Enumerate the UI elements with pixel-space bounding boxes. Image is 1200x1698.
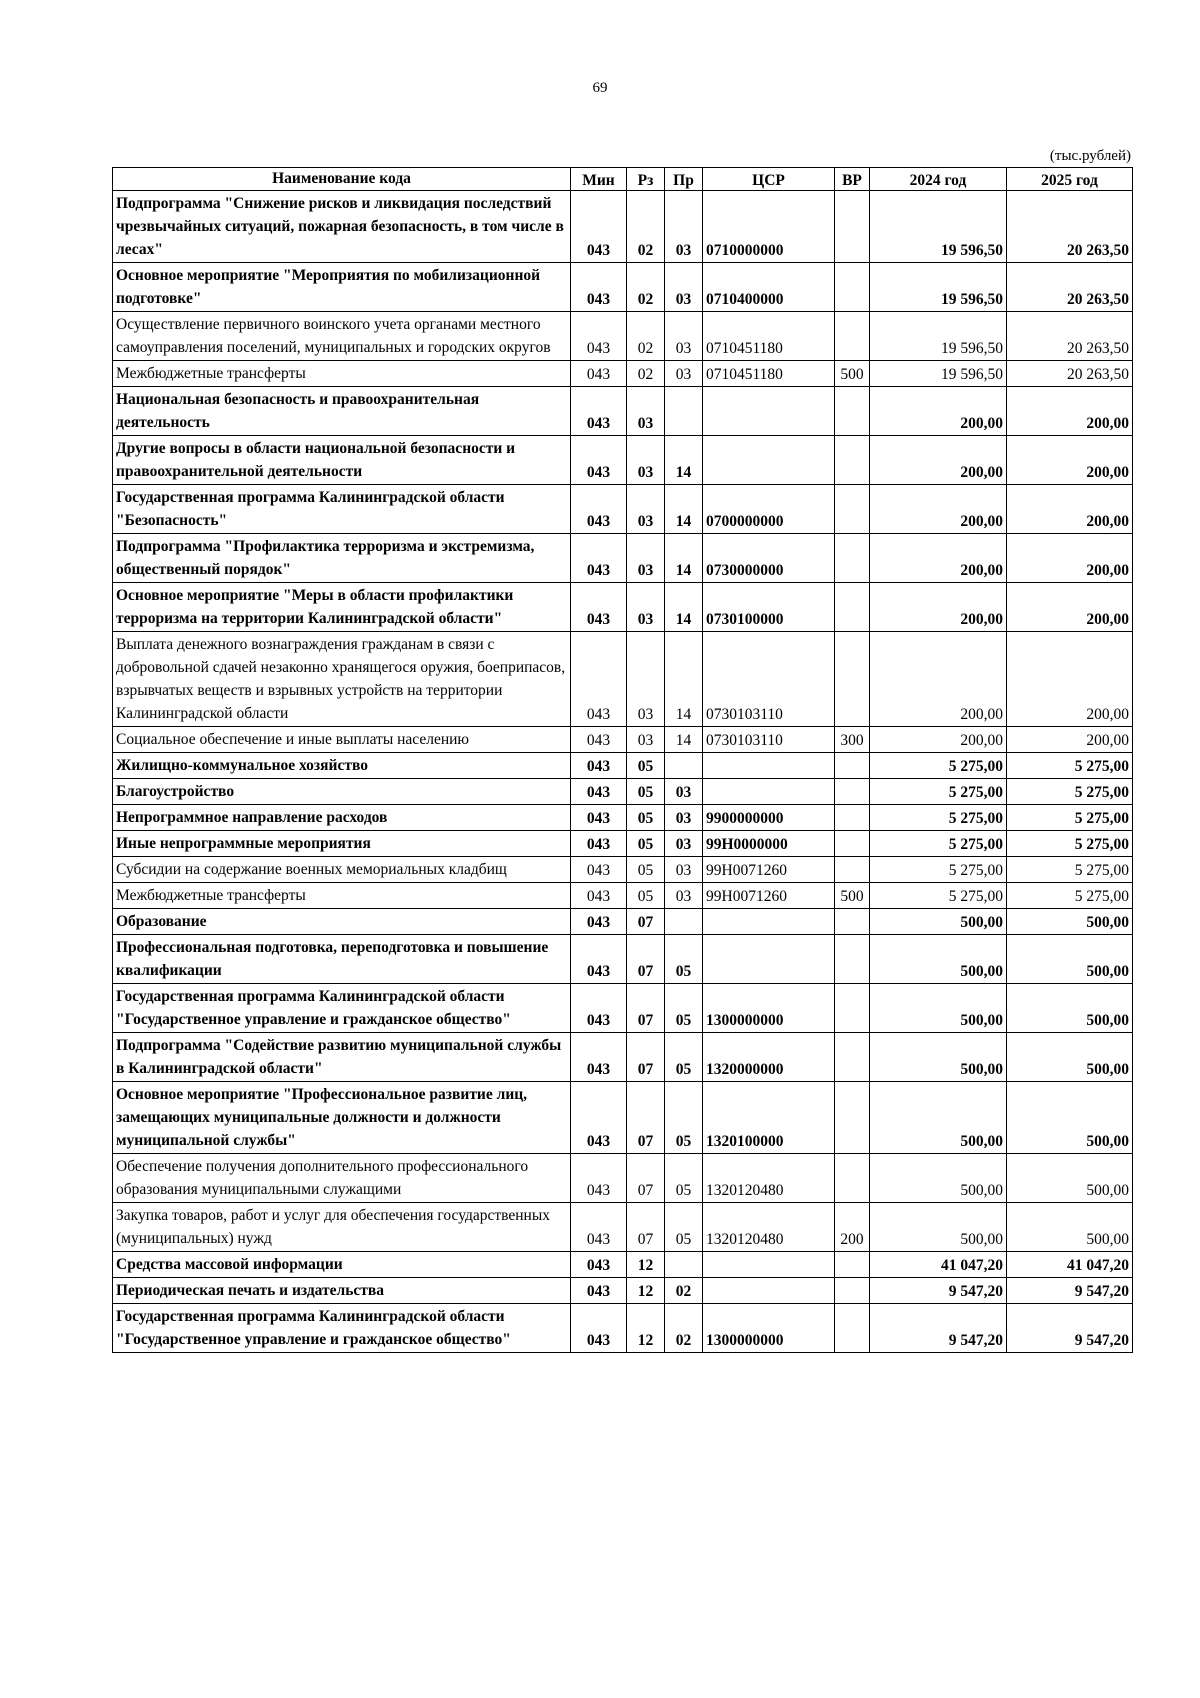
cell-pr: 03 — [665, 263, 703, 312]
cell-csr: 99Н0000000 — [703, 831, 835, 857]
cell-rz: 03 — [627, 727, 665, 753]
cell-rz: 05 — [627, 753, 665, 779]
cell-pr — [665, 753, 703, 779]
cell-2024: 5 275,00 — [870, 831, 1007, 857]
cell-vr — [835, 831, 870, 857]
table-row — [113, 984, 1133, 1033]
table-row — [113, 1203, 1133, 1252]
table-row — [113, 1033, 1133, 1082]
cell-min: 043 — [571, 1082, 627, 1154]
cell-vr — [835, 984, 870, 1033]
table-row — [113, 1082, 1133, 1154]
cell-2024: 200,00 — [870, 387, 1007, 436]
table-row — [113, 831, 1133, 857]
cell-name: Государственная программа Калининградской области "Государственное управление и гражданское общество" — [113, 984, 571, 1033]
cell-min: 043 — [571, 1304, 627, 1353]
cell-rz: 05 — [627, 857, 665, 883]
cell-2025: 500,00 — [1007, 984, 1133, 1033]
table-row — [113, 583, 1133, 632]
cell-vr — [835, 909, 870, 935]
cell-csr: 1320120480 — [703, 1203, 835, 1252]
cell-2024: 9 547,20 — [870, 1304, 1007, 1353]
cell-2024: 500,00 — [870, 984, 1007, 1033]
table-row — [113, 387, 1133, 436]
cell-min: 043 — [571, 1278, 627, 1304]
cell-rz: 07 — [627, 909, 665, 935]
cell-csr — [703, 753, 835, 779]
cell-vr — [835, 1082, 870, 1154]
cell-vr — [835, 1252, 870, 1278]
cell-rz: 07 — [627, 1082, 665, 1154]
cell-2025: 200,00 — [1007, 436, 1133, 485]
cell-min: 043 — [571, 485, 627, 534]
cell-pr — [665, 1252, 703, 1278]
cell-min: 043 — [571, 935, 627, 984]
cell-name: Основное мероприятие "Меры в области профилактики терроризма на территории Калининградской области" — [113, 583, 571, 632]
cell-rz: 03 — [627, 387, 665, 436]
cell-pr: 05 — [665, 1203, 703, 1252]
cell-vr — [835, 263, 870, 312]
cell-2024: 500,00 — [870, 935, 1007, 984]
cell-2025: 5 275,00 — [1007, 805, 1133, 831]
cell-rz: 07 — [627, 984, 665, 1033]
cell-2024: 200,00 — [870, 436, 1007, 485]
cell-csr: 1320000000 — [703, 1033, 835, 1082]
cell-min: 043 — [571, 361, 627, 387]
cell-2024: 19 596,50 — [870, 361, 1007, 387]
cell-min: 043 — [571, 1252, 627, 1278]
cell-name: Государственная программа Калининградской области "Государственное управление и гражданское общество" — [113, 1304, 571, 1353]
cell-vr: 500 — [835, 361, 870, 387]
cell-vr — [835, 1033, 870, 1082]
cell-2025: 5 275,00 — [1007, 779, 1133, 805]
header-name: Наименование кода — [113, 168, 571, 191]
cell-vr: 200 — [835, 1203, 870, 1252]
cell-vr: 500 — [835, 883, 870, 909]
table-row — [113, 935, 1133, 984]
cell-min: 043 — [571, 1203, 627, 1252]
table-row — [113, 883, 1133, 909]
cell-csr: 1320120480 — [703, 1154, 835, 1203]
cell-2025: 5 275,00 — [1007, 883, 1133, 909]
cell-rz: 02 — [627, 191, 665, 263]
cell-name: Национальная безопасность и правоохранительная деятельность — [113, 387, 571, 436]
cell-csr: 1300000000 — [703, 984, 835, 1033]
cell-rz: 12 — [627, 1278, 665, 1304]
cell-pr: 14 — [665, 534, 703, 583]
cell-csr: 0710400000 — [703, 263, 835, 312]
cell-name: Межбюджетные трансферты — [113, 883, 571, 909]
cell-2025: 20 263,50 — [1007, 312, 1133, 361]
cell-min: 043 — [571, 191, 627, 263]
cell-2024: 5 275,00 — [870, 753, 1007, 779]
cell-vr — [835, 857, 870, 883]
cell-min: 043 — [571, 312, 627, 361]
cell-pr: 14 — [665, 632, 703, 727]
cell-csr: 0730103110 — [703, 632, 835, 727]
table-row — [113, 436, 1133, 485]
cell-pr: 14 — [665, 727, 703, 753]
cell-vr: 300 — [835, 727, 870, 753]
cell-csr: 0710451180 — [703, 312, 835, 361]
cell-csr: 0730103110 — [703, 727, 835, 753]
cell-min: 043 — [571, 984, 627, 1033]
cell-csr: 0710000000 — [703, 191, 835, 263]
cell-vr — [835, 583, 870, 632]
cell-min: 043 — [571, 831, 627, 857]
cell-2024: 500,00 — [870, 1033, 1007, 1082]
cell-csr: 0730000000 — [703, 534, 835, 583]
table-row — [113, 1154, 1133, 1203]
header-rz: Рз — [627, 168, 665, 191]
cell-min: 043 — [571, 263, 627, 312]
cell-2025: 200,00 — [1007, 583, 1133, 632]
cell-2024: 200,00 — [870, 534, 1007, 583]
cell-2025: 200,00 — [1007, 485, 1133, 534]
cell-vr — [835, 779, 870, 805]
cell-vr — [835, 753, 870, 779]
cell-rz: 03 — [627, 534, 665, 583]
cell-vr — [835, 935, 870, 984]
cell-rz: 05 — [627, 883, 665, 909]
cell-2024: 500,00 — [870, 909, 1007, 935]
cell-rz: 02 — [627, 263, 665, 312]
budget-table — [112, 167, 1133, 1353]
cell-pr: 05 — [665, 1082, 703, 1154]
cell-2025: 200,00 — [1007, 727, 1133, 753]
cell-name: Межбюджетные трансферты — [113, 361, 571, 387]
cell-pr: 03 — [665, 191, 703, 263]
header-csr: ЦСР — [703, 168, 835, 191]
cell-csr — [703, 436, 835, 485]
cell-2025: 9 547,20 — [1007, 1278, 1133, 1304]
unit-note: (тыс.рублей) — [1049, 148, 1131, 164]
cell-vr — [835, 191, 870, 263]
cell-csr: 0710451180 — [703, 361, 835, 387]
cell-pr: 14 — [665, 485, 703, 534]
cell-2024: 9 547,20 — [870, 1278, 1007, 1304]
cell-2025: 20 263,50 — [1007, 191, 1133, 263]
cell-2024: 5 275,00 — [870, 857, 1007, 883]
cell-2025: 200,00 — [1007, 534, 1133, 583]
cell-name: Иные непрограммные мероприятия — [113, 831, 571, 857]
cell-csr: 1300000000 — [703, 1304, 835, 1353]
table-row — [113, 857, 1133, 883]
cell-rz: 02 — [627, 361, 665, 387]
cell-pr: 14 — [665, 436, 703, 485]
cell-2024: 19 596,50 — [870, 312, 1007, 361]
table-row — [113, 805, 1133, 831]
cell-2025: 5 275,00 — [1007, 857, 1133, 883]
cell-2025: 500,00 — [1007, 1203, 1133, 1252]
cell-pr: 05 — [665, 984, 703, 1033]
cell-vr — [835, 1154, 870, 1203]
header-vr: ВР — [835, 168, 870, 191]
cell-min: 043 — [571, 1033, 627, 1082]
cell-name: Закупка товаров, работ и услуг для обеспечения государственных (муниципальных) нужд — [113, 1203, 571, 1252]
cell-2025: 9 547,20 — [1007, 1304, 1133, 1353]
cell-2025: 5 275,00 — [1007, 753, 1133, 779]
cell-min: 043 — [571, 1154, 627, 1203]
cell-pr: 03 — [665, 857, 703, 883]
cell-rz: 05 — [627, 831, 665, 857]
cell-csr: 0700000000 — [703, 485, 835, 534]
cell-name: Подпрограмма "Снижение рисков и ликвидация последствий чрезвычайных ситуаций, пожарная безопасность, в том числе в лесах" — [113, 191, 571, 263]
cell-2024: 500,00 — [870, 1203, 1007, 1252]
cell-csr — [703, 1278, 835, 1304]
cell-name: Средства массовой информации — [113, 1252, 571, 1278]
cell-2025: 5 275,00 — [1007, 831, 1133, 857]
cell-2025: 500,00 — [1007, 1154, 1133, 1203]
table-row — [113, 632, 1133, 727]
cell-rz: 07 — [627, 1154, 665, 1203]
cell-csr: 99Н0071260 — [703, 883, 835, 909]
cell-csr: 99Н0071260 — [703, 857, 835, 883]
cell-2025: 200,00 — [1007, 387, 1133, 436]
cell-pr: 03 — [665, 361, 703, 387]
table-row — [113, 753, 1133, 779]
cell-csr: 1320100000 — [703, 1082, 835, 1154]
cell-rz: 03 — [627, 436, 665, 485]
cell-rz: 07 — [627, 935, 665, 984]
cell-csr — [703, 909, 835, 935]
cell-rz: 03 — [627, 583, 665, 632]
cell-min: 043 — [571, 753, 627, 779]
table-row — [113, 1252, 1133, 1278]
cell-vr — [835, 436, 870, 485]
cell-pr: 02 — [665, 1304, 703, 1353]
cell-2025: 500,00 — [1007, 909, 1133, 935]
cell-rz: 07 — [627, 1203, 665, 1252]
cell-name: Жилищно-коммунальное хозяйство — [113, 753, 571, 779]
cell-csr — [703, 1252, 835, 1278]
cell-min: 043 — [571, 883, 627, 909]
table-row — [113, 191, 1133, 263]
cell-2024: 200,00 — [870, 632, 1007, 727]
cell-2025: 500,00 — [1007, 1082, 1133, 1154]
cell-pr: 03 — [665, 883, 703, 909]
cell-min: 043 — [571, 857, 627, 883]
table-row — [113, 263, 1133, 312]
cell-min: 043 — [571, 534, 627, 583]
cell-rz: 02 — [627, 312, 665, 361]
table-body — [113, 191, 1133, 1353]
cell-pr: 05 — [665, 1033, 703, 1082]
cell-csr — [703, 387, 835, 436]
table-header-row — [113, 168, 1133, 191]
cell-rz: 12 — [627, 1252, 665, 1278]
cell-vr — [835, 1278, 870, 1304]
cell-2024: 41 047,20 — [870, 1252, 1007, 1278]
cell-name: Подпрограмма "Содействие развитию муниципальной службы в Калининградской области" — [113, 1033, 571, 1082]
cell-name: Субсидии на содержание военных мемориальных кладбищ — [113, 857, 571, 883]
cell-2025: 41 047,20 — [1007, 1252, 1133, 1278]
cell-vr — [835, 534, 870, 583]
cell-rz: 07 — [627, 1033, 665, 1082]
table-row — [113, 779, 1133, 805]
cell-rz: 05 — [627, 805, 665, 831]
header-2024: 2024 год — [870, 168, 1007, 191]
cell-min: 043 — [571, 387, 627, 436]
cell-pr — [665, 909, 703, 935]
cell-name: Другие вопросы в области национальной безопасности и правоохранительной деятельности — [113, 436, 571, 485]
cell-csr: 9900000000 — [703, 805, 835, 831]
cell-name: Подпрограмма "Профилактика терроризма и экстремизма, общественный порядок" — [113, 534, 571, 583]
cell-csr: 0730100000 — [703, 583, 835, 632]
cell-rz: 03 — [627, 632, 665, 727]
cell-vr — [835, 312, 870, 361]
table-row — [113, 485, 1133, 534]
cell-rz: 03 — [627, 485, 665, 534]
cell-vr — [835, 805, 870, 831]
cell-2025: 500,00 — [1007, 1033, 1133, 1082]
cell-min: 043 — [571, 632, 627, 727]
header-2025: 2025 год — [1007, 168, 1133, 191]
cell-2024: 19 596,50 — [870, 191, 1007, 263]
cell-name: Социальное обеспечение и иные выплаты населению — [113, 727, 571, 753]
cell-2025: 500,00 — [1007, 935, 1133, 984]
cell-2024: 500,00 — [870, 1082, 1007, 1154]
cell-2024: 200,00 — [870, 485, 1007, 534]
cell-2025: 20 263,50 — [1007, 263, 1133, 312]
cell-name: Обеспечение получения дополнительного профессионального образования муниципальными служащими — [113, 1154, 571, 1203]
cell-vr — [835, 485, 870, 534]
cell-name: Основное мероприятие "Мероприятия по мобилизационной подготовке" — [113, 263, 571, 312]
cell-2024: 200,00 — [870, 583, 1007, 632]
cell-vr — [835, 632, 870, 727]
cell-csr — [703, 779, 835, 805]
table-row — [113, 534, 1133, 583]
cell-min: 043 — [571, 779, 627, 805]
cell-name: Осуществление первичного воинского учета органами местного самоуправления поселений, муниципальных и городских округов — [113, 312, 571, 361]
cell-min: 043 — [571, 583, 627, 632]
cell-name: Выплата денежного вознаграждения гражданам в связи с добровольной сдачей незаконно хранящегося оружия, боеприпасов, взрывчатых веществ и взрывных устройств на территории Калининградской области — [113, 632, 571, 727]
cell-pr: 05 — [665, 1154, 703, 1203]
cell-name: Основное мероприятие "Профессиональное развитие лиц, замещающих муниципальные должности и должности муниципальной службы" — [113, 1082, 571, 1154]
cell-name: Образование — [113, 909, 571, 935]
cell-min: 043 — [571, 436, 627, 485]
cell-2025: 200,00 — [1007, 632, 1133, 727]
table-row — [113, 1304, 1133, 1353]
cell-2024: 5 275,00 — [870, 883, 1007, 909]
cell-2024: 200,00 — [870, 727, 1007, 753]
cell-pr: 02 — [665, 1278, 703, 1304]
cell-pr — [665, 387, 703, 436]
cell-2024: 500,00 — [870, 1154, 1007, 1203]
cell-name: Благоустройство — [113, 779, 571, 805]
cell-2025: 20 263,50 — [1007, 361, 1133, 387]
cell-name: Профессиональная подготовка, переподготовка и повышение квалификации — [113, 935, 571, 984]
cell-name: Периодическая печать и издательства — [113, 1278, 571, 1304]
cell-csr — [703, 935, 835, 984]
cell-pr: 05 — [665, 935, 703, 984]
table-row — [113, 361, 1133, 387]
table-row — [113, 312, 1133, 361]
page-number: 69 — [592, 80, 608, 96]
cell-pr: 03 — [665, 805, 703, 831]
header-pr: Пр — [665, 168, 703, 191]
cell-pr: 03 — [665, 312, 703, 361]
table-row — [113, 909, 1133, 935]
cell-rz: 05 — [627, 779, 665, 805]
cell-2024: 5 275,00 — [870, 805, 1007, 831]
cell-pr: 03 — [665, 831, 703, 857]
table-row — [113, 1278, 1133, 1304]
cell-vr — [835, 387, 870, 436]
cell-min: 043 — [571, 727, 627, 753]
cell-min: 043 — [571, 909, 627, 935]
cell-pr: 03 — [665, 779, 703, 805]
cell-name: Государственная программа Калининградской области "Безопасность" — [113, 485, 571, 534]
header-min: Мин — [571, 168, 627, 191]
cell-min: 043 — [571, 805, 627, 831]
cell-pr: 14 — [665, 583, 703, 632]
cell-rz: 12 — [627, 1304, 665, 1353]
cell-2024: 19 596,50 — [870, 263, 1007, 312]
table-row — [113, 727, 1133, 753]
cell-2024: 5 275,00 — [870, 779, 1007, 805]
cell-vr — [835, 1304, 870, 1353]
cell-name: Непрограммное направление расходов — [113, 805, 571, 831]
